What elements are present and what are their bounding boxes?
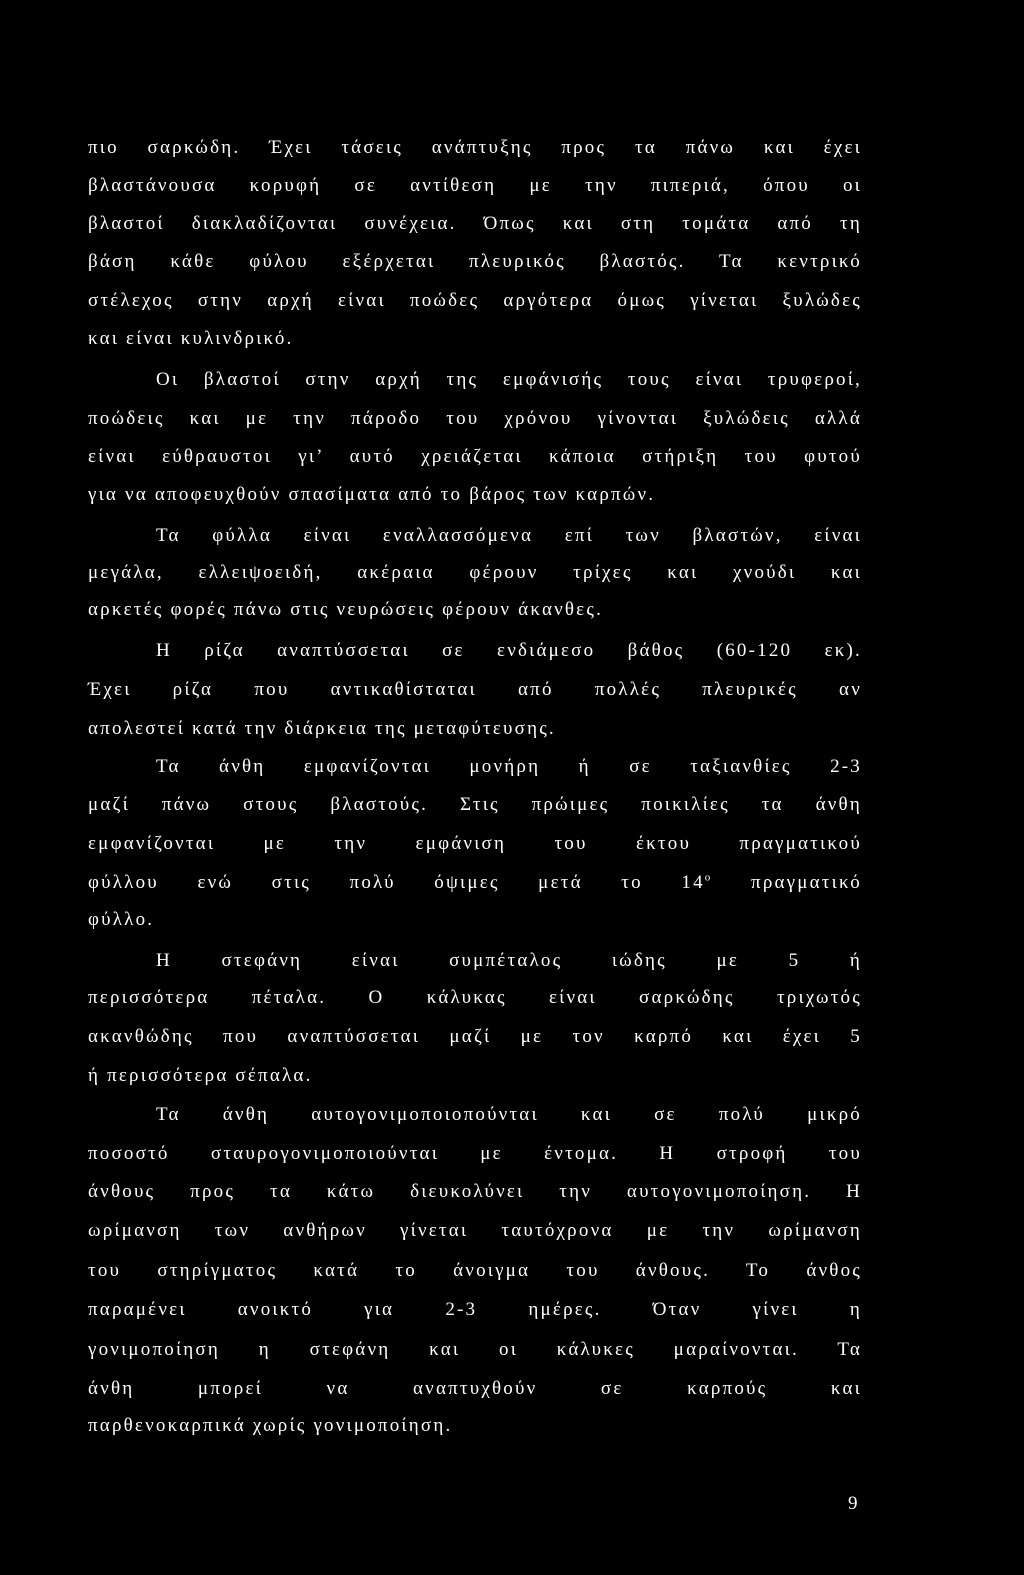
text-line — [88, 1180, 862, 1204]
text-line-content: γονιμοποίηση η στεφάνη και οι κάλυκες μαραίνονται. Τα — [88, 1339, 862, 1360]
text-line — [156, 368, 862, 392]
superscript: ο — [704, 871, 713, 884]
text-line-content: ακανθώδης που αναπτύσσεται μαζί με τον καρπό και έχει 5 — [88, 1026, 862, 1047]
text-line — [88, 1298, 862, 1322]
text-line-content: Έχει ρίζα που αντικαθίσταται από πολλές πλευρικές αν — [88, 679, 862, 700]
text-line — [156, 949, 862, 973]
text-line-content: του στηρίγματος κατά το άνοιγμα του άνθους. Το άνθος — [88, 1260, 862, 1281]
text-line-content: παραμένει ανοικτό για 2-3 ημέρες. Όταν γίνει η — [88, 1299, 862, 1320]
text-line — [88, 598, 862, 622]
text-line — [88, 1219, 862, 1243]
text-line-content: φύλλου ενώ στις πολύ όψιμες μετά το 14 — [88, 872, 705, 893]
text-line-content: ή περισσότερα σέπαλα. — [88, 1065, 313, 1086]
text-line — [88, 832, 862, 856]
text-line-content: στέλεχος στην αρχή είναι ποώδες αργότερα όμως γίνεται ξυλώδες — [88, 290, 862, 311]
text-line — [88, 908, 862, 932]
text-line — [88, 1025, 862, 1049]
text-line — [88, 327, 862, 351]
text-line — [88, 1338, 862, 1362]
text-line-content: και είναι κυλινδρικό. — [88, 328, 294, 349]
text-line — [88, 445, 862, 469]
text-line-content: βλαστοί διακλαδίζονται συνέχεια. Όπως και στη τομάτα από τη — [88, 213, 862, 234]
text-line-content: πιο σαρκώδη. Έχει τάσεις ανάπτυξης προς τα πάνω και έχει — [88, 137, 862, 158]
text-line-content: αρκετές φορές πάνω στις νευρώσεις φέρουν άκανθες. — [88, 599, 604, 620]
text-line — [88, 212, 862, 236]
text-line-content: απολεστεί κατά την διάρκεια της μεταφύτευσης. — [88, 718, 556, 739]
text-line — [88, 289, 862, 313]
text-line — [88, 483, 862, 507]
text-line-content: βλαστάνουσα κορυφή σε αντίθεση με την πιπεριά, όπου οι — [88, 175, 862, 196]
text-line-content: παρθενοκαρπικά χωρίς γονιμοποίηση. — [88, 1415, 453, 1436]
text-line — [88, 1142, 862, 1166]
text-line-content: Η στεφάνη είναι συμπέταλος ιώδης με 5 ή — [156, 950, 862, 971]
text-line-content: ποώδεις και με την πάροδο του χρόνου γίνονται ξυλώδεις αλλά — [88, 408, 862, 429]
text-line-content: ποσοστό σταυρογονιμοποιούνται με έντομα. Η στροφή του — [88, 1143, 862, 1164]
text-line — [88, 174, 862, 198]
text-line-content: άνθους προς τα κάτω διευκολύνει την αυτογονιμοποίηση. Η — [88, 1181, 862, 1202]
text-line — [88, 793, 862, 817]
text-line-content: περισσότερα πέταλα. Ο κάλυκας είναι σαρκώδης τριχωτός — [88, 987, 862, 1008]
text-line-content: Οι βλαστοί στην αρχή της εμφάνισής τους είναι τρυφεροί, — [156, 369, 862, 390]
text-line — [88, 1259, 862, 1283]
text-line — [156, 755, 862, 779]
page-number: 9 — [848, 1493, 858, 1514]
text-line — [156, 524, 862, 548]
text-line-content: Τα άνθη αυτογονιμοποιοπούνται και σε πολύ μικρό — [156, 1104, 862, 1125]
text-line-content: φύλλο. — [88, 909, 155, 930]
text-line — [88, 986, 862, 1010]
text-line-content: άνθη μπορεί να αναπτυχθούν σε καρπούς και — [88, 1378, 862, 1399]
text-line-content: είναι εύθραυστοι γι’ αυτό χρειάζεται κάποια στήριξη του φυτού — [88, 446, 862, 467]
text-line-content: Τα άνθη εμφανίζονται μονήρη ή σε ταξιανθίες 2-3 — [156, 756, 862, 777]
text-line — [156, 639, 862, 663]
text-line-content: μεγάλα, ελλειψοειδή, ακέραια φέρουν τρίχες και χνούδι και — [88, 562, 862, 583]
text-line — [88, 871, 862, 895]
text-line-content: Η ρίζα αναπτύσσεται σε ενδιάμεσο βάθος (60-120 εκ). — [156, 640, 862, 661]
text-line-content: για να αποφευχθούν σπασίματα από το βάρος των καρπών. — [88, 484, 656, 505]
text-line — [88, 250, 862, 274]
text-line-content: Τα φύλλα είναι εναλλασσόμενα επί των βλαστών, είναι — [156, 525, 862, 546]
text-line — [88, 1064, 862, 1088]
text-line-continuation: πραγματικό — [712, 872, 862, 893]
text-line-content: μαζί πάνω στους βλαστούς. Στις πρώιμες ποικιλίες τα άνθη — [88, 794, 862, 815]
text-line — [88, 407, 862, 431]
text-line — [88, 1414, 862, 1438]
text-line-content: βάση κάθε φύλου εξέρχεται πλευρικός βλαστός. Τα κεντρικό — [88, 251, 862, 272]
text-line-content: εμφανίζονται με την εμφάνιση του έκτου πραγματικού — [88, 833, 862, 854]
text-line-content: ωρίμανση των ανθήρων γίνεται ταυτόχρονα με την ωρίμανση — [88, 1220, 862, 1241]
text-line — [88, 561, 862, 585]
text-line — [88, 717, 862, 741]
text-line — [88, 136, 862, 160]
text-line — [88, 678, 862, 702]
text-line — [88, 1377, 862, 1401]
text-line — [156, 1103, 862, 1127]
